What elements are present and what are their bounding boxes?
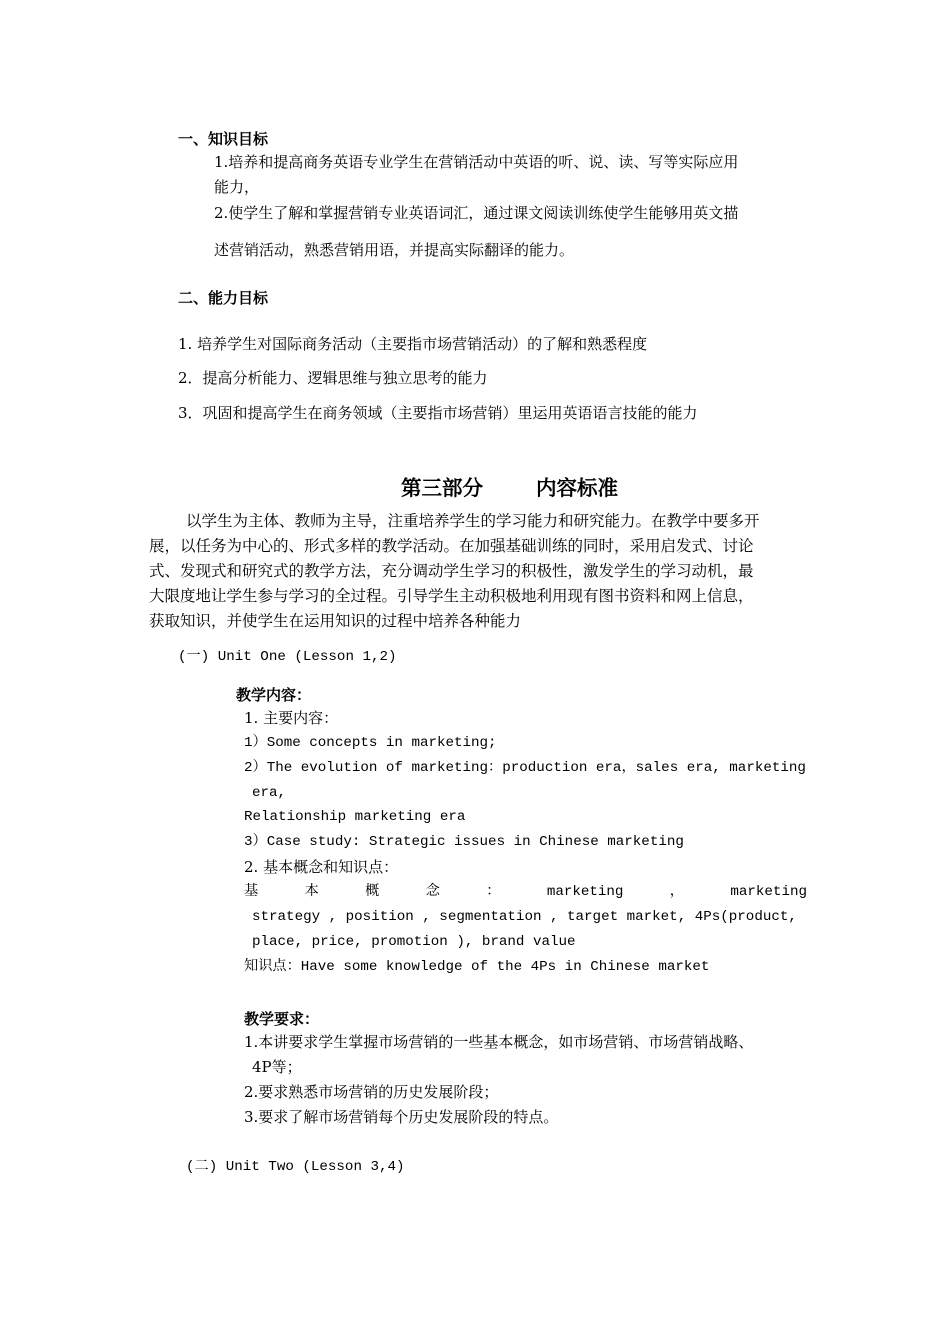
knowledge-point: 知识点：Have some knowledge of the 4Ps in Chinese market (244, 959, 710, 975)
ability-item-1: 1. 培养学生对国际商务活动（主要指市场营销活动）的了解和熟悉程度 (178, 335, 648, 353)
knowledge-item-2-line-1: 2.使学生了解和掌握营销专业英语词汇，通过课文阅读训练使学生能够用英文描 (214, 204, 739, 222)
concepts-word: 概 (365, 884, 380, 900)
knowledge-item-2-line-2: 述营销活动，熟悉营销用语，并提高实际翻译的能力。 (214, 241, 575, 259)
concepts-word: 念 (425, 884, 440, 900)
concepts-word: marketing (546, 884, 624, 900)
concepts-word: 基 (244, 884, 259, 900)
content-item-2-line-1: 2）The evolution of marketing：production era，sales era, marketing (244, 760, 806, 776)
teaching-content-heading: 教学内容： (236, 686, 312, 704)
intro-line-1: 以学生为主体、教师为主导，注重培养学生的学习能力和研究能力。在教学中要多开 (186, 512, 760, 530)
content-item-3: 3）Case study: Strategic issues in Chinese marketing (244, 834, 684, 850)
basics-heading: 2. 基本概念和知识点： (244, 858, 399, 876)
content-item-2-line-3: Relationship marketing era (244, 809, 466, 825)
unit-two-title: (二) Unit Two (Lesson 3,4) (186, 1159, 405, 1175)
concepts-word: ： (486, 884, 501, 900)
ability-item-2: 2．提高分析能力、逻辑思维与独立思考的能力 (178, 369, 488, 387)
concepts-line-2: strategy , position , segmentation , target market, 4Ps(product, (252, 909, 797, 925)
main-content-heading: 1. 主要内容： (244, 709, 339, 727)
knowledge-item-1-line-2: 能力， (214, 178, 260, 196)
requirement-3: 3.要求了解市场营销每个历史发展阶段的特点。 (244, 1108, 559, 1126)
teaching-requirements-heading: 教学要求： (244, 1010, 320, 1028)
intro-line-2: 展，以任务为中心的、形式多样的教学活动。在加强基础训练的同时，采用启发式、讨论 (149, 537, 754, 555)
intro-line-3: 式、发现式和研究式的教学方法，充分调动学生学习的积极性，激发学生的学习动机，最 (149, 562, 754, 580)
content-item-2-line-2: era, (252, 785, 287, 801)
knowledge-item-1-line-1: 1.培养和提高商务英语专业学生在营销活动中英语的听、说、读、写等实际应用 (214, 153, 739, 171)
section-intro-paragraph (149, 509, 811, 634)
concepts-line-3: place, price, promotion ), brand value (252, 934, 576, 950)
section-title-name: 内容标准 (536, 476, 618, 500)
concepts-word: 本 (304, 884, 319, 900)
section-title-part: 第三部分 (401, 476, 483, 500)
content-item-1: 1）Some concepts in marketing; (244, 735, 497, 751)
ability-heading: 二、能力目标 (178, 289, 269, 307)
concepts-word: marketing (730, 884, 807, 900)
unit-one-title: (一) Unit One (Lesson 1,2) (178, 649, 397, 665)
intro-line-5: 获取知识，并使学生在运用知识的过程中培养各种能力 (149, 612, 522, 630)
knowledge-heading: 一、知识目标 (178, 130, 269, 148)
requirement-2: 2.要求熟悉市场营销的历史发展阶段； (244, 1083, 499, 1101)
concepts-line-1 (244, 882, 807, 902)
concepts-word: ， (669, 884, 684, 900)
ability-item-3: 3．巩固和提高学生在商务领域（主要指市场营销）里运用英语语言技能的能力 (178, 404, 698, 422)
requirement-1-line-1: 1.本讲要求学生掌握市场营销的一些基本概念，如市场营销、市场营销战略、 (244, 1033, 754, 1051)
requirement-1-line-2: 4P等； (252, 1058, 302, 1076)
intro-line-4: 大限度地让学生参与学习的全过程。引导学生主动积极地利用现有图书资料和网上信息， (149, 587, 754, 605)
